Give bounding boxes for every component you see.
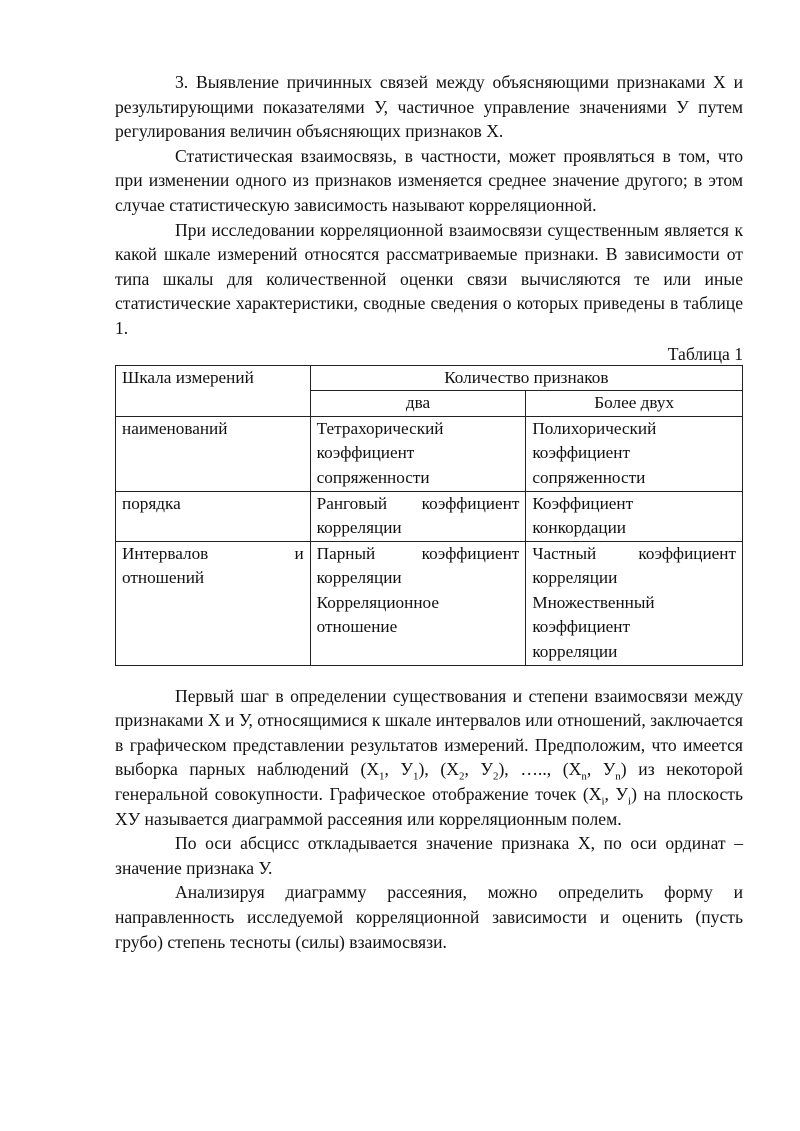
subscript: i: [601, 795, 605, 808]
cell-line: коэффициент: [532, 617, 630, 637]
cell-line: отношений: [122, 568, 205, 588]
paragraph-scatter-definition: [115, 684, 743, 832]
text-run: ) на плоскость ХУ называется диаграммой рассеяния или корреляционным полем.: [115, 784, 743, 829]
header-scale-cell: Шкала измерений: [116, 365, 311, 416]
table-caption: Таблица 1: [667, 343, 743, 364]
scale-cell: порядка: [116, 491, 311, 541]
subscript: n: [581, 770, 587, 783]
text-run: , У: [464, 759, 493, 780]
table-row: [116, 416, 743, 491]
subscript: 2: [458, 770, 465, 783]
two-cell: [310, 491, 526, 541]
paragraph-measurement-scale: При исследовании корреляционной взаимосвязи существенным является к какой шкале измерений относятся рассматриваемые признаки. В зависимости от типа шкалы для количественной оценки связи вычисляются те или иные статистические характеристики, сводные сведения о которых приведены в таблице 1.: [115, 219, 743, 338]
paragraph-causal-links: 3. Выявление причинных связей между объясняющими признаками Х и результирующими показателями У, частичное управление значениями У путем регулирования величин объясняющих признаков Х.: [115, 72, 743, 142]
cell-line: Тетрахорический: [316, 418, 444, 438]
text-run: ) из некоторой генеральной совокупности. Графическое отображение точек (Х: [115, 759, 743, 805]
more-cell: [526, 541, 743, 665]
text-run: , У: [586, 759, 616, 780]
cell-line: коэффициент: [532, 443, 630, 463]
subscript: i: [628, 795, 632, 808]
text-run: , У: [384, 759, 414, 780]
header-two-cell: два: [310, 391, 526, 417]
cell-line: корреляции: [316, 518, 402, 538]
paragraph-statistical-relation: Статистическая взаимосвязь, в частности, может проявляться в том, что при изменении одного из признаков изменяется среднее значение другого; в этом случае статистическую зависимость называют корреляционной.: [115, 145, 743, 215]
scale-cell: наименований: [116, 416, 311, 491]
two-cell: [310, 541, 526, 665]
more-cell: [526, 416, 743, 491]
paragraph-analysis: Анализируя диаграмму рассеяния, можно определить форму и направленность исследуемой корреляционной зависимости и оценить (пусть грубо) степень тесноты (силы) взаимосвязи.: [115, 882, 743, 952]
cell-line: корреляции: [316, 568, 402, 588]
cell-line: Множественный: [532, 592, 655, 612]
document-page: [115, 70, 743, 954]
header-count-cell: Количество признаков: [310, 365, 742, 391]
table-row: [116, 541, 743, 665]
cell-line: корреляции: [532, 642, 618, 662]
text-run: ), ….., (Х: [498, 759, 582, 780]
text-run: Первый шаг в определении существования и степени взаимосвязи между признаками Х и У, относящимися к шкале интервалов или отношений, заключается в графическом представлении результатов измерений. Предположим, что имеется выборка парных наблюдений (Х: [115, 685, 743, 780]
cell-line: Коэффициент: [532, 493, 634, 513]
cell-line: сопряженности: [316, 467, 430, 487]
correlation-table: [115, 365, 743, 666]
text-run: , У: [604, 784, 628, 805]
cell-line: Корреляционное: [316, 592, 439, 612]
cell-line: корреляции: [532, 568, 618, 588]
header-more-cell: Более двух: [526, 391, 743, 417]
spacer: [115, 666, 743, 684]
table-row: [116, 491, 743, 541]
subscript: n: [615, 770, 621, 783]
cell-line: конкордации: [532, 518, 627, 538]
cell-line: Ранговый коэффициент: [316, 493, 520, 513]
cell-line: Частный коэффициент: [532, 543, 736, 563]
cell-line: отношение: [316, 617, 398, 637]
two-cell: [310, 416, 526, 491]
paragraph-axes: По оси абсцисс откладывается значение признака Х, по оси ординат – значение признака У.: [115, 833, 743, 878]
table-header-row: [116, 365, 743, 391]
cell-line: сопряженности: [532, 467, 646, 487]
subscript: 1: [413, 770, 419, 783]
cell-line: Парный коэффициент: [316, 543, 520, 563]
scale-cell: [116, 541, 311, 665]
cell-line: коэффициент: [316, 443, 415, 463]
text-run: ), (Х: [418, 759, 459, 780]
subscript: 2: [492, 770, 499, 783]
cell-line: Полихорический: [532, 418, 657, 438]
subscript: 1: [379, 770, 385, 783]
more-cell: [526, 491, 743, 541]
cell-line: Интервалов и: [122, 543, 304, 563]
